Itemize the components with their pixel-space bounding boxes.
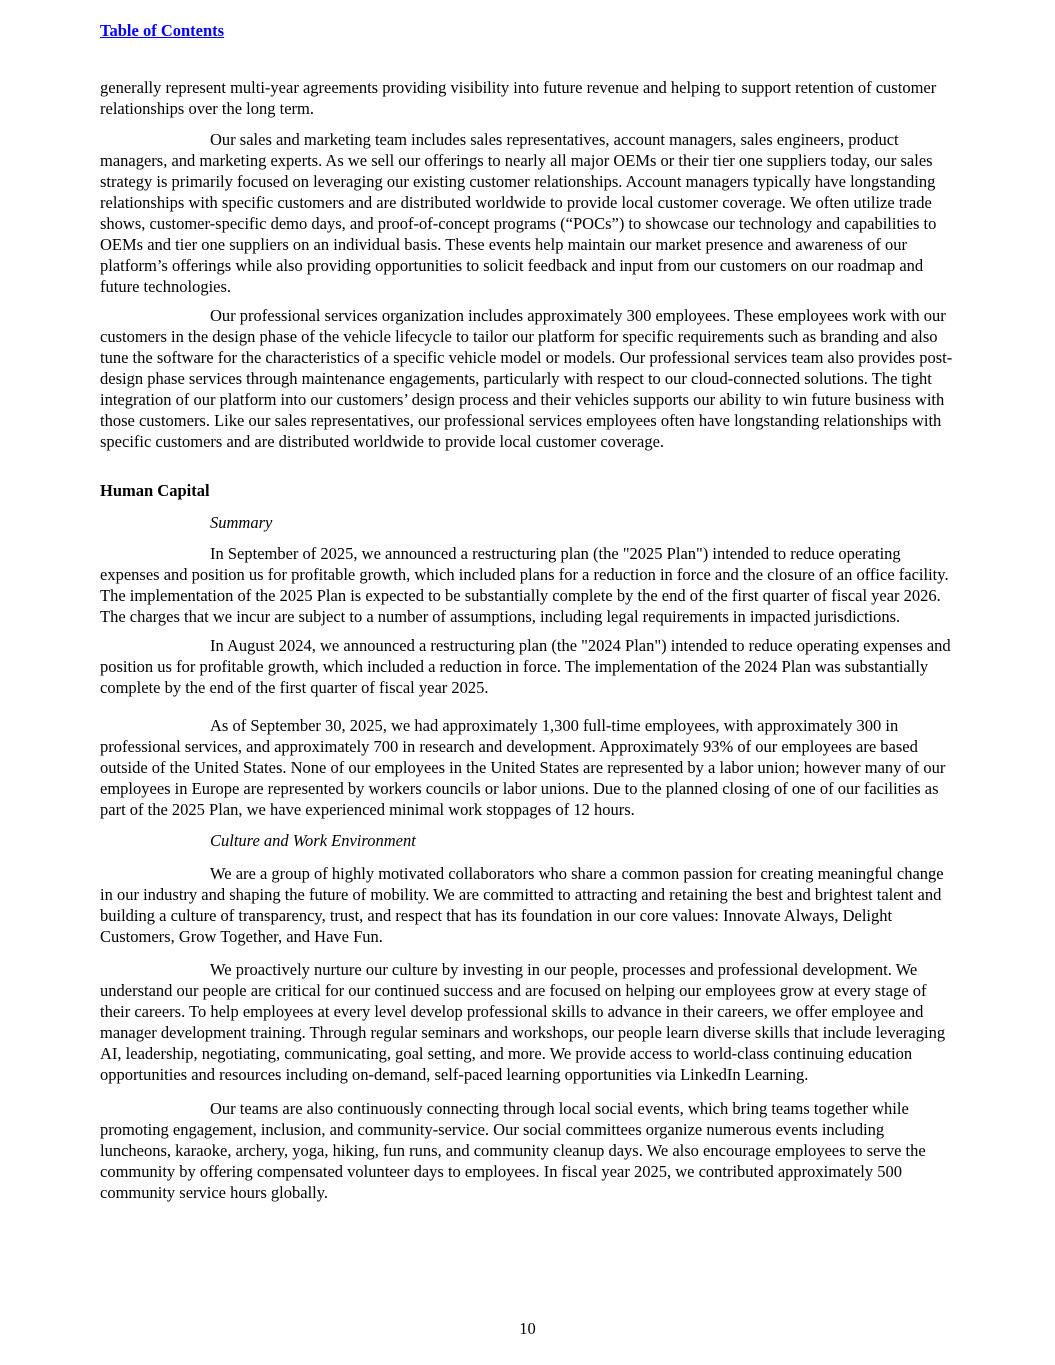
subheading-summary: Summary [210, 513, 273, 532]
paragraph-professional-services: Our professional services organization includes approximately 300 employees. These employees work with our customers in the design phase of the vehicle lifecycle to tailor our platform for specific requirements such as branding and also tune the software for the characteristics of a specific vehicle model or models. Our professional services team also provides post-design phase services through maintenance engagements, particularly with respect to our cloud-connected solutions. The tight integration of our platform into our customers’ design process and their vehicles supports our ability to win future business with those customers. Like our sales representatives, our professional services employees often have longstanding relationships with specific customers and are distributed worldwide to provide local customer coverage. [100, 306, 953, 451]
paragraph-social-events: Our teams are also continuously connecting through local social events, which bring teams together while promoting engagement, inclusion, and community-service. Our social committees organize numerous events including luncheons, karaoke, archery, yoga, hiking, fun runs, and community cleanup days. We also encourage employees to serve the community by offering compensated volunteer days to employees. In fiscal year 2025, we contributed approximately 500 community service hours globally. [100, 1099, 926, 1202]
paragraph-sales-marketing: Our sales and marketing team includes sales representatives, account managers, sales engineers, product managers, and marketing experts. As we sell our offerings to nearly all major OEMs or their tier one suppliers today, our sales strategy is primarily focused on leveraging our existing customer relationships. Account managers typically have longstanding relationships with specific customers and are distributed worldwide to provide local customer coverage. We often utilize trade shows, customer-specific demo days, and proof-of-concept programs (“POCs”) to showcase our technology and capabilities to OEMs and tier one suppliers on an individual basis. These events help maintain our market presence and awareness of our platform’s offerings while also providing opportunities to solicit feedback and input from our customers on our roadmap and future technologies. [100, 130, 937, 296]
paragraph-professional-development: We proactively nurture our culture by investing in our people, processes and professional development. We understand our people are critical for our continued success and are focused on helping our employees grow at every stage of their careers. To help employees at every level develop professional skills to advance in their careers, we offer employee and manager development training. Through regular seminars and workshops, our people learn diverse skills that include leveraging AI, leadership, negotiating, communicating, goal setting, and more. We provide access to world-class continuing education opportunities and resources including on-demand, self-paced learning opportunities via LinkedIn Learning. [100, 960, 946, 1084]
paragraph-2025-plan: In September of 2025, we announced a restructuring plan (the "2025 Plan") intended to reduce operating expenses and position us for profitable growth, which included plans for a reduction in force and the closure of an office facility. The implementation of the 2025 Plan is expected to be substantially complete by the end of the first quarter of fiscal year 2026. The charges that we incur are subject to a number of assumptions, including legal requirements in impacted jurisdictions. [100, 544, 949, 626]
heading-human-capital: Human Capital [100, 481, 210, 500]
paragraph-2024-plan: In August 2024, we announced a restructuring plan (the "2024 Plan") intended to reduce operating expenses and position us for profitable growth, which included a reduction in force. The implementation of the 2024 Plan was substantially complete by the end of the first quarter of fiscal year 2025. [100, 636, 951, 697]
paragraph-employee-stats: As of September 30, 2025, we had approximately 1,300 full-time employees, with approximately 300 in professional services, and approximately 700 in research and development. Approximately 93% of our employees are based outside of the United States. None of our employees in the United States are represented by a labor union; however many of our employees in Europe are represented by workers councils or labor unions. Due to the planned closing of one of our facilities as part of the 2025 Plan, we have experienced minimal work stoppages of 12 hours. [100, 716, 946, 819]
paragraph-intro-continuation: generally represent multi-year agreements providing visibility into future revenue and helping to support retention of customer relationships over the long term. [100, 78, 937, 118]
paragraph-culture-values: We are a group of highly motivated collaborators who share a common passion for creating meaningful change in our industry and shaping the future of mobility. We are committed to attracting and retaining the best and brightest talent and building a culture of transparency, trust, and respect that has its foundation in our core values: Innovate Always, Delight Customers, Grow Together, and Have Fun. [100, 864, 944, 946]
spacer [100, 41, 955, 77]
table-of-contents-link[interactable]: Table of Contents [100, 21, 225, 40]
page-number: 10 [519, 1319, 536, 1338]
subheading-culture-work-environment: Culture and Work Environment [210, 831, 416, 850]
